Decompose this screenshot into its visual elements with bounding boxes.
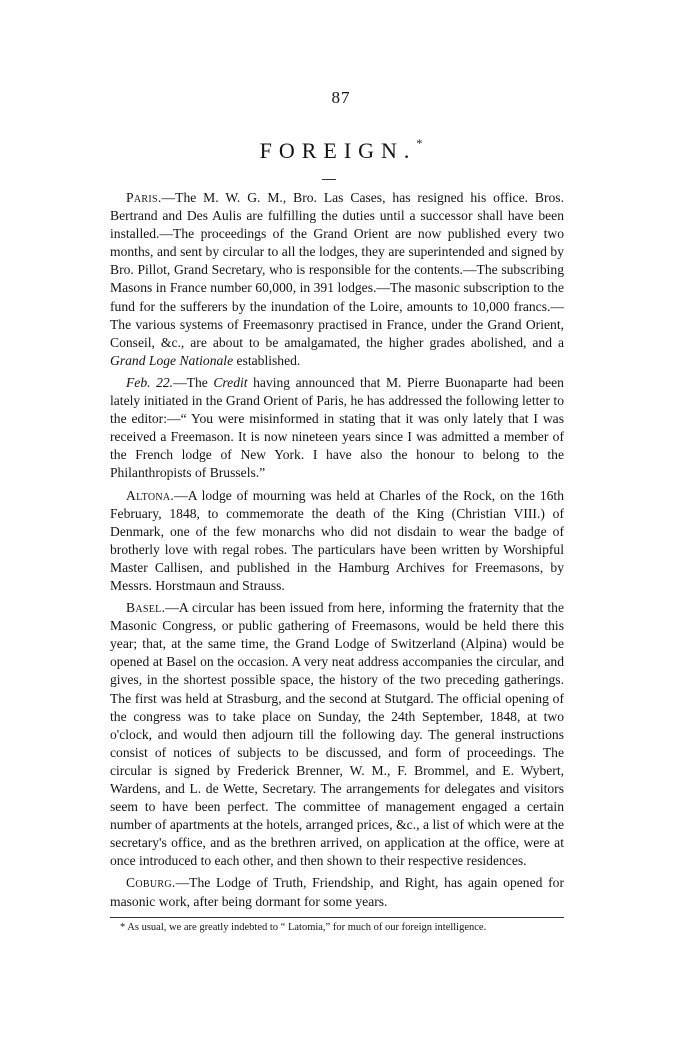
page-title <box>0 138 682 164</box>
paragraph-text: —The Lodge of Truth, Friendship, and Right, has again opened for masonic work, after being dormant for some years. <box>110 875 564 909</box>
paragraph-italic: Grand Loge Nationale <box>110 352 234 368</box>
paragraph-altona <box>110 487 564 596</box>
paragraph-lead: Feb. 22. <box>126 374 174 390</box>
paragraph-tail: established. <box>233 352 301 368</box>
page-title-text: FOREIGN. <box>259 138 417 163</box>
paragraph-italic: Credit <box>213 374 248 390</box>
title-divider <box>322 179 336 180</box>
footnote-divider <box>110 917 564 918</box>
paragraph-lead: Basel. <box>126 600 166 616</box>
footnote: * As usual, we are greatly indebted to “ Latomia,” for much of our foreign intelligence. <box>120 922 487 933</box>
paragraph-tail: having announced that M. Pierre Buonaparte had been lately initiated in the Grand Orient of Paris, he has addressed the following letter to the editor:—“ You were misinformed in stating that it was only lately that I was received a Freemason. It is now nineteen years since I was admitted a member of the French lodge of New York. I have also the honour to belong to the Philanthropists of Brussels.” <box>110 374 564 481</box>
paragraph-feb-22 <box>110 374 564 483</box>
paragraph-lead: Paris. <box>126 190 162 205</box>
paragraph-text: —A lodge of mourning was held at Charles of the Rock, on the 16th February, 1848, to commemorate the death of the King (Christian VIII.) of Denmark, one of the few monarchs who did not disdain to wear the badge of brotherly love with regal robes. The particulars have been written by Worshipful Master Callisen, and published in the Hamburg Archives for Freemasons, by Messrs. Horstmaun and Strauss. <box>110 487 564 593</box>
paragraph-text: —The <box>173 374 214 390</box>
paragraph-lead: Coburg. <box>126 875 176 891</box>
paragraph-lead: Altona. <box>126 487 175 503</box>
page-number: 87 <box>331 88 351 107</box>
paragraph-text: —A circular has been issued from here, informing the fraternity that the Masonic Congress, or public gathering of Freemasons, would be held there this year; that, at the same time, the Grand Lodge of Switzerland (Alpina) would be opened at Basel on the occasion. A very neat address accompanies the circular, and gives, in the shortest possible space, the history of the two preceding gatherings. The first was held at Strasburg, and the second at Stutgard. The official opening of the congress was to take place on Sunday, the 24th September, 1848, at two o'clock, and would then adjourn till the following day. The general instructions consist of notices of subjects to be discussed, and form of proceedings. The circular is signed by Frederick Brenner, W. M., F. Brommel, and E. Wybert, Wardens, and L. de Wette, Secretary. The arrangements for delegates and visitors seem to have been perfect. The committee of management engaged a certain number of apartments at the hotels, arranged prices, &c., a list of which were at the secretary's office, and as the brethren arrived, on application at the office, were at once introduced to each other, and then shown to their respective residences. <box>110 600 564 869</box>
paragraph-text: —The M. W. G. M., Bro. Las Cases, has resigned his office. Bros. Bertrand and Des Aulis are fulfilling the duties until a successor shall have been installed.—The proceedings of the Grand Orient are now published every two months, and sent by circular to all the lodges, they are superintended and signed by Bro. Pillot, Grand Secretary, who is responsible for the contents.—The subscribing Masons in France number 60,000, in 391 lodges.—The masonic subscription to the fund for the sufferers by the inundation of the Loire, amounts to 10,000 francs.—The various systems of Freemasonry practised in France, under the Grand Orient, Conseil, &c., are about to be amalgamated, the higher grades abolished, and a <box>110 190 564 350</box>
footnote-marker: * <box>416 136 423 150</box>
article-body <box>110 189 564 915</box>
paragraph-coburg <box>110 874 564 910</box>
paragraph-paris <box>110 189 564 370</box>
paragraph-basel <box>110 599 564 870</box>
